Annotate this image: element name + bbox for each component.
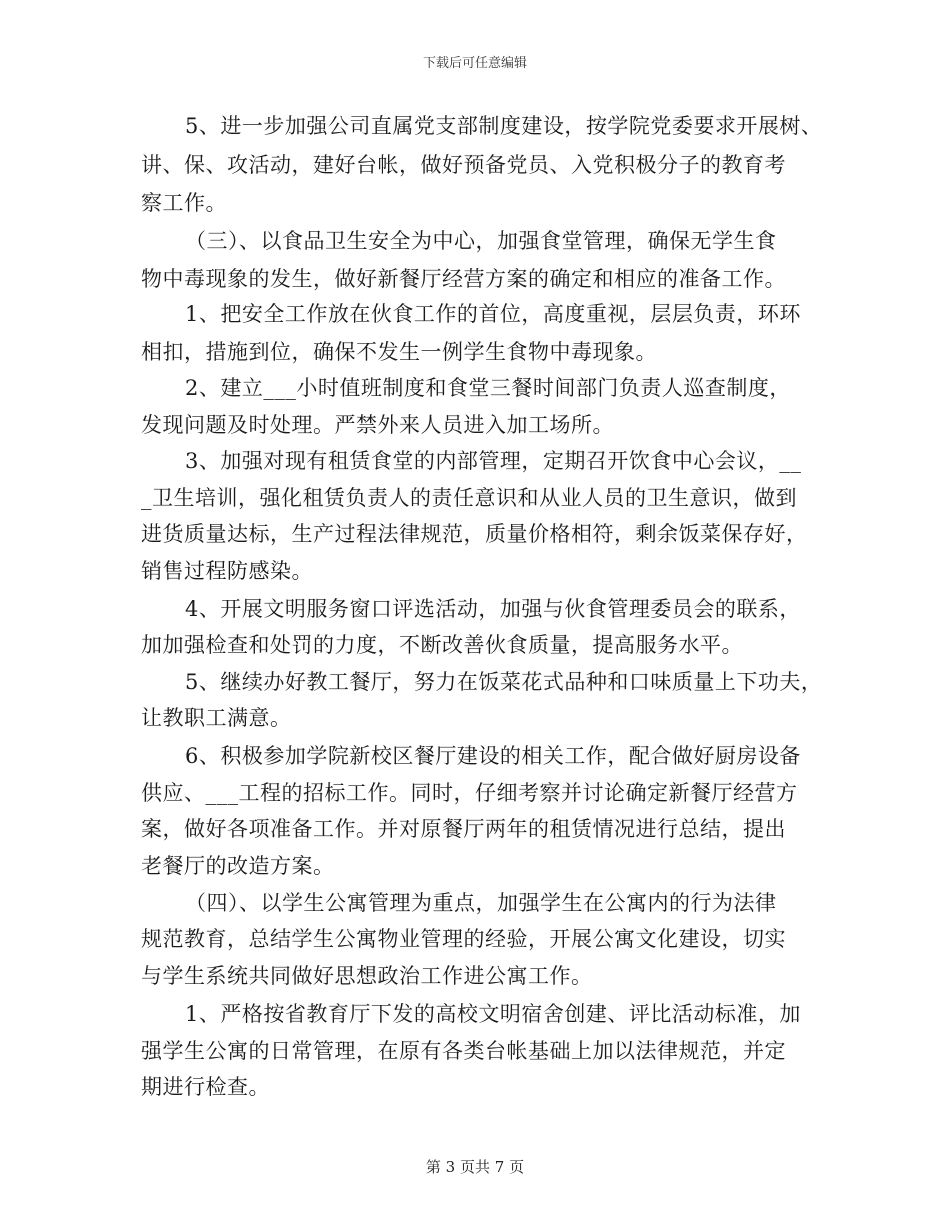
page-number: 第 3 页共 7 页 — [425, 1158, 525, 1176]
text-line: 5、继续办好教工餐厅，努力在饭菜花式品种和口味质量上下功夫， — [185, 670, 823, 694]
text-line: 2、建立___小时值班制度和食堂三餐时间部门负责人巡查制度， — [185, 376, 791, 400]
text-line: 1、严格按省教育厅下发的高校文明宿舍创建、评比活动标准，加 — [185, 1002, 801, 1026]
text-line: 物中毒现象的发生，做好新餐厅经营方案的确定和相应的准备工作。 — [141, 267, 786, 291]
text-line: 销售过程防感染。 — [141, 559, 313, 583]
text-line: 相扣，措施到位，确保不发生一例学生食物中毒现象。 — [141, 340, 657, 364]
text-line: 期进行检查。 — [141, 1075, 270, 1099]
text-line: 规范教育，总结学生公寓物业管理的经验，开展公寓文化建设，切实 — [141, 927, 786, 951]
text-line: _卫生培训，强化租赁负责人的责任意识和从业人员的卫生意识，做到 — [141, 486, 797, 510]
page-header: 下载后可任意编辑 — [422, 56, 527, 71]
text-line: 与学生系统共同做好思想政治工作进公寓工作。 — [141, 964, 593, 988]
text-line: 3、加强对现有租赁食堂的内部管理，定期召开饮食中心会议，__ — [185, 449, 802, 473]
text-line: 4、开展文明服务窗口评选活动，加强与伙食管理委员会的联系， — [185, 597, 801, 621]
text-line: （四）、以学生公寓管理为重点，加强学生在公寓内的行为法律 — [185, 891, 777, 915]
text-line: 案，做好各项准备工作。并对原餐厅两年的租赁情况进行总结，提出 — [141, 817, 786, 841]
text-line: 发现问题及时处理。严禁外来人员进入加工场所。 — [141, 413, 614, 437]
text-line: 5、进一步加强公司直属党支部制度建设，按学院党委要求开展树、 — [185, 114, 823, 138]
text-line: 强学生公寓的日常管理，在原有各类台帐基础上加以法律规范，并定 — [141, 1039, 786, 1063]
text-line: 加加强检查和处罚的力度，不断改善伙食质量，提高服务水平。 — [141, 633, 743, 657]
text-line: 老餐厅的改造方案。 — [141, 854, 335, 878]
text-line: 让教职工满意。 — [141, 706, 292, 730]
text-line: 供应、___工程的招标工作。同时，仔细考察并讨论确定新餐厅经营方 — [141, 781, 798, 805]
text-line: 6、积极参加学院新校区餐厅建设的相关工作，配合做好厨房设备 — [185, 744, 801, 768]
text-line: 讲、保、攻活动，建好台帐，做好预备党员、入党积极分子的教育考 — [141, 153, 786, 177]
text-line: （三）、以食品卫生安全为中心，加强食堂管理，确保无学生食 — [185, 229, 777, 253]
text-line: 察工作。 — [141, 191, 227, 215]
text-line: 进货质量达标，生产过程法律规范，质量价格相符，剩余饭菜保存好， — [141, 522, 808, 546]
text-line: 1、把安全工作放在伙食工作的首位，高度重视，层层负责，环环 — [185, 302, 801, 326]
